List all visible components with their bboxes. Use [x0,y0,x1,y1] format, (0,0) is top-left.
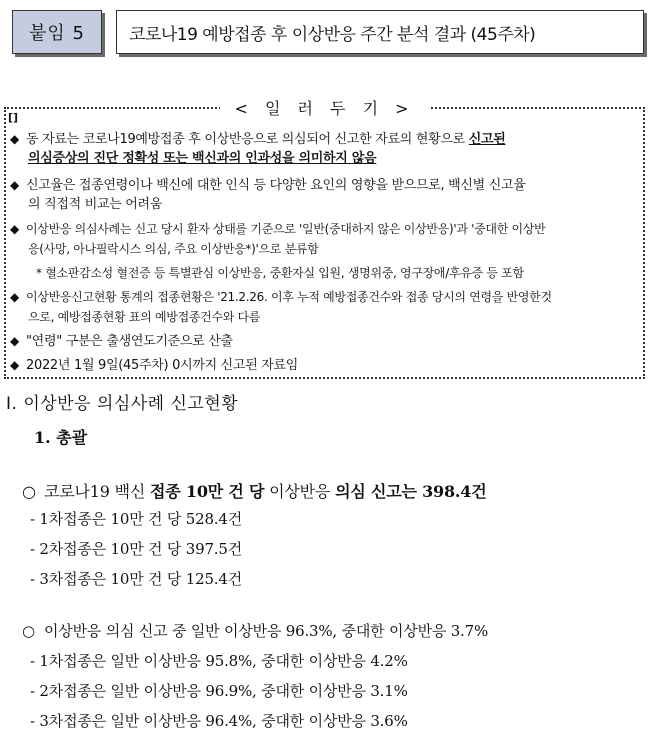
notes-heading: < 일 러 두 기 > [6,96,643,119]
circle-bullet-icon: ○ [22,622,35,640]
note-item-1-cont: 의심증상의 진단 정확성 또는 백신과의 인과성을 의미하지 않음 [28,151,377,166]
summary-row: - 2차접종은 10만 건 당 397.5건 [30,540,243,558]
bullet-icon: ◆ [10,334,19,348]
bullet-icon: ◆ [10,178,19,192]
section-title: Ⅰ. 이상반응 의심사례 신고현황 [6,394,239,414]
note-item-3: ◆ 이상반응 의심사례는 신고 당시 환자 상태를 기준으로 '일반(중대하지 않은 이상반응)'과 '중대한 이상반 [10,219,545,240]
summary-row: - 3차접종은 일반 이상반응 96.4%, 중대한 이상반응 3.6% [30,712,408,730]
bullet-icon: ◆ [10,132,19,146]
bullet-icon: ◆ [10,358,19,372]
bullet-icon: ◆ [10,222,19,236]
note-item-5: ◆ "연령" 구분은 출생연도기준으로 산출 [10,331,233,352]
sub-title: 1. 총괄 [34,428,88,447]
note-item-3-cont: 응(사망, 아나필락시스 의심, 주요 이상반응*)'으로 분류함 [28,242,319,256]
note-item-4: ◆ 이상반응신고현황 통계의 접종현황은 '21.2.26. 이후 누적 예방접종건수와 접종 당시의 연령을 반영한것 [10,287,552,308]
summary-row: - 3차접종은 10만 건 당 125.4건 [30,570,243,588]
note-item-2-cont: 의 직접적 비교는 어려움 [28,197,163,212]
summary-lead-2: ○ 이상반응 의심 신고 중 일반 이상반응 96.3%, 중대한 이상반응 3.7% [22,622,489,640]
bullet-icon: ◆ [10,290,19,304]
report-title: 코로나19 예방접종 후 이상반응 주간 분석 결과 (45주차) [116,10,644,54]
summary-row: - 1차접종은 일반 이상반응 95.8%, 중대한 이상반응 4.2% [30,652,408,670]
note-item-3-sub: * 혈소판감소성 혈전증 등 특별관심 이상반응, 중환자실 입원, 생명위중, 영구장애/후유증 등 포함 [36,266,524,280]
note-item-4-cont: 으로, 예방접종현황 표의 예방접종건수와 다름 [28,310,261,324]
summary-row: - 1차접종은 10만 건 당 528.4건 [30,510,243,528]
summary-lead-1: ○ 코로나19 백신 접종 10만 건 당 이상반응 의심 신고는 398.4건 [22,482,487,501]
note-item-2: ◆ 신고율은 접종연령이나 백신에 대한 인식 등 다양한 요인의 영향을 받으므로, 백신별 신고율 [10,175,526,196]
note-item-1: ◆ 동 자료는 코로나19예방접종 후 이상반응으로 의심되어 신고한 자료의 현황으로 신고된 [10,129,505,150]
report-header [12,6,648,60]
notes-bracket: [] [8,111,19,124]
notes-box [4,99,645,379]
note-item-6: ◆ 2022년 1월 9일(45주차) 0시까지 신고된 자료임 [10,355,298,376]
summary-row: - 2차접종은 일반 이상반응 96.9%, 중대한 이상반응 3.1% [30,682,408,700]
attachment-badge: 붙임 5 [12,10,102,54]
circle-bullet-icon: ○ [22,482,36,501]
